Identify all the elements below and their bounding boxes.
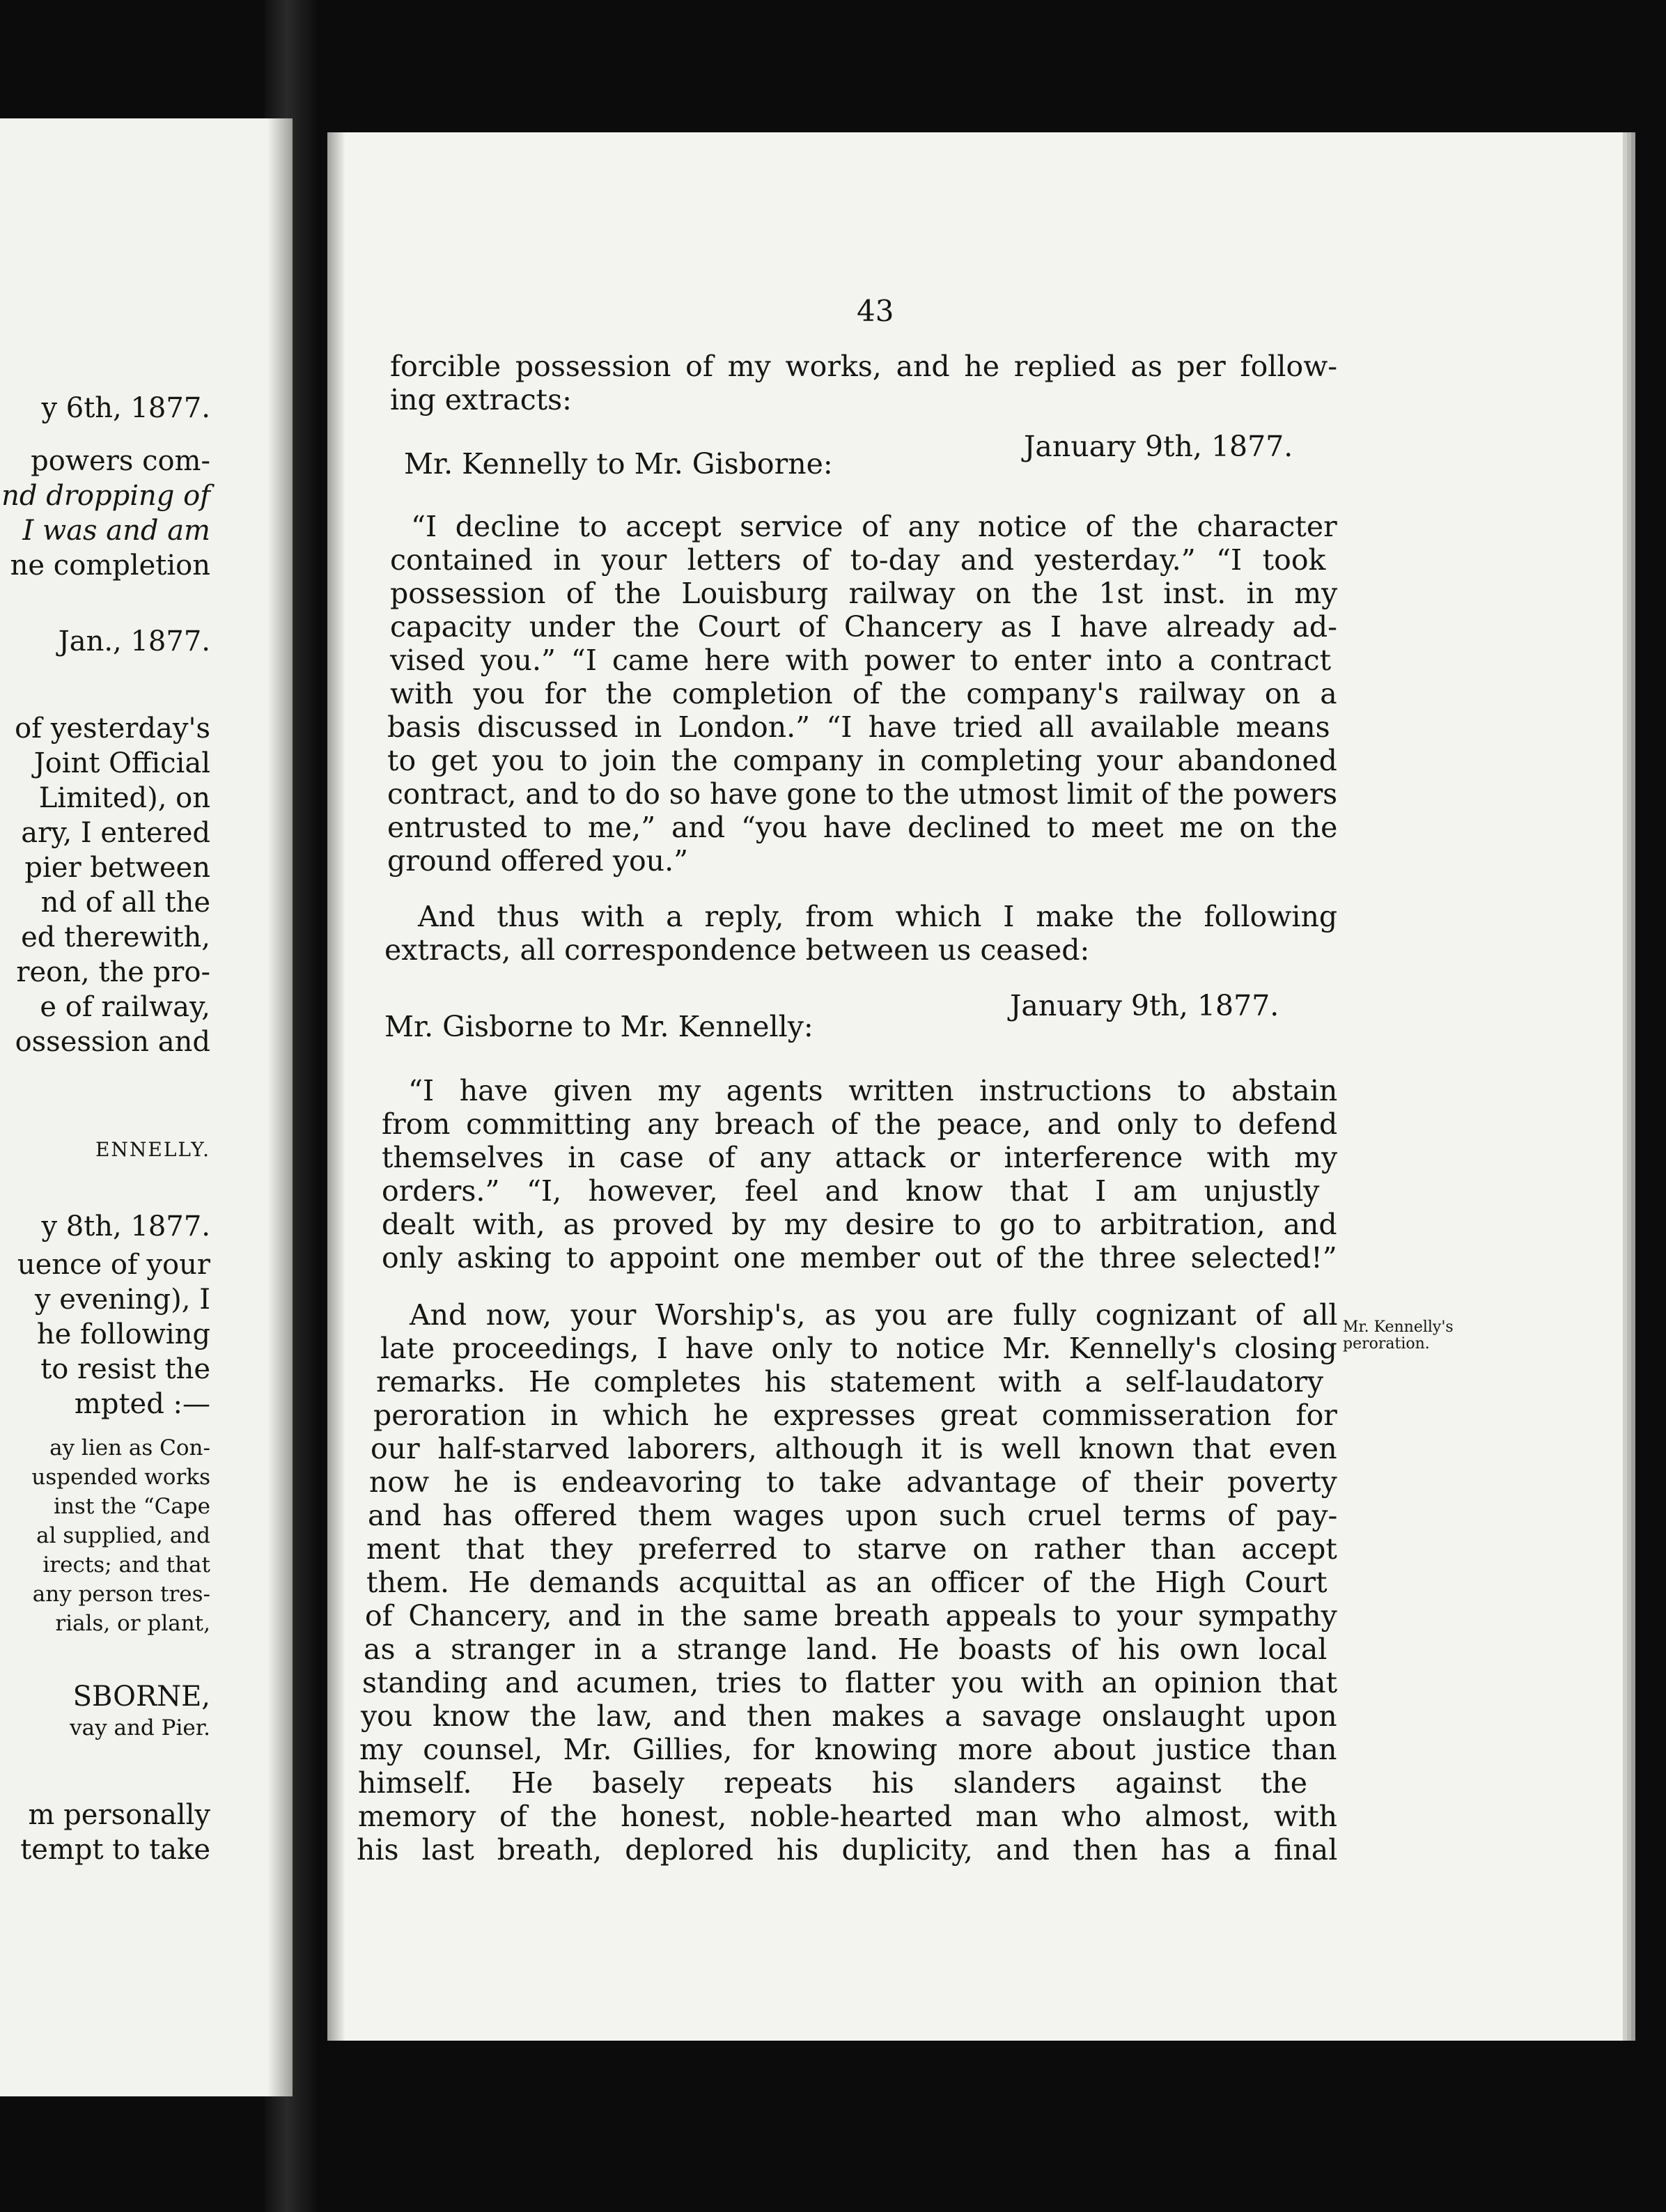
body-text-line: himself. He basely repeats his slanders against the (358, 1766, 1308, 1800)
body-text-line: Mr. Kennelly to Mr. Gisborne: (404, 447, 833, 481)
body-text-line: our half-starved laborers, although it is well known that even (371, 1432, 1337, 1465)
left-page (0, 118, 293, 2096)
body-text-line: them. He demands acquittal as an officer of the High Court (366, 1566, 1328, 1599)
left-page-line: ne completion (10, 550, 210, 582)
left-page-line: SBORNE, (72, 1681, 210, 1713)
left-page-line: mpted :— (74, 1388, 210, 1420)
left-page-line: e of railway, (40, 991, 210, 1023)
body-text-line: possession of the Louisburg railway on the 1st inst. in my (390, 577, 1338, 610)
left-page-line: ary, I entered (21, 817, 210, 849)
left-page-line: rials, or plant, (55, 1611, 210, 1636)
left-page-line: pier between (24, 852, 210, 884)
left-page-line: y 8th, 1877. (41, 1210, 210, 1243)
left-page-line: tempt to take (20, 1834, 210, 1866)
body-text-line: ment that they preferred to starve on rather than accept (366, 1532, 1337, 1566)
left-page-line: nd of all the (40, 887, 210, 919)
left-page-line: Joint Official (33, 747, 210, 779)
left-page-line: y 6th, 1877. (41, 392, 210, 424)
body-text-line: January 9th, 1877. (1024, 430, 1293, 463)
left-page-line: uence of your (17, 1249, 210, 1281)
left-page-fold-shadow (267, 118, 293, 2096)
page-number: 43 (857, 294, 894, 328)
left-page-line: any person tres- (32, 1582, 210, 1607)
body-text-line: to get you to join the company in completing your abandoned (387, 744, 1337, 777)
body-text-line: standing and acumen, tries to flatter you with an opinion that (362, 1666, 1338, 1699)
body-text-line: basis discussed in London.” “I have tried all available means (387, 710, 1330, 744)
margin-note-line: peroration. (1343, 1335, 1430, 1353)
body-text-line: entrusted to me,” and “you have declined to meet me on the (387, 811, 1338, 844)
body-text-line: “I decline to accept service of any notice of the character (411, 510, 1337, 543)
body-text-line: January 9th, 1877. (1010, 989, 1279, 1022)
body-text-line: as a stranger in a strange land. He boasts of his own local (364, 1633, 1328, 1666)
left-page-line: I was and am (22, 515, 210, 547)
left-page-line: al supplied, and (36, 1523, 210, 1548)
left-page-line: to resist the (40, 1353, 210, 1385)
body-text-line: And now, your Worship's, as you are fully cognizant of all (410, 1298, 1338, 1332)
body-text-line: contract, and to do so have gone to the utmost limit of the powers (387, 777, 1338, 811)
body-text-line: memory of the honest, noble-hearted man who almost, with (358, 1800, 1337, 1833)
body-text-line: And thus with a reply, from which I make the following (418, 900, 1338, 933)
left-page-line: nd dropping of (1, 480, 210, 512)
body-text-line: themselves in case of any attack or interference with my (382, 1141, 1338, 1174)
body-text-line: contained in your letters of to-day and yesterday.” “I took (390, 543, 1326, 577)
body-text-line: orders.” “I, however, feel and know that I am unjustly (382, 1174, 1320, 1208)
body-text-line: ground offered you.” (387, 844, 689, 878)
left-page-line: irects; and that (42, 1552, 210, 1578)
left-page-line: he following (36, 1318, 210, 1350)
body-text-line: “I have given my agents written instructions to abstain (408, 1074, 1338, 1107)
right-page-edge-shadow (327, 132, 345, 2041)
left-page-line: ed therewith, (21, 921, 210, 953)
body-text-line: remarks. He completes his statement with a self-laudatory (376, 1365, 1323, 1399)
body-text-line: with you for the completion of the company's railway on a (390, 677, 1337, 710)
body-text-line: dealt with, as proved by my desire to go to arbitration, and (382, 1208, 1337, 1241)
body-text-line: extracts, all correspondence between us ceased: (384, 933, 1090, 967)
body-text-line: my counsel, Mr. Gillies, for knowing more about justice than (359, 1733, 1337, 1766)
left-page-line: ENNELLY. (95, 1138, 210, 1161)
body-text-line: only asking to appoint one member out of the three selected!” (382, 1241, 1337, 1275)
left-page-line: m personally (28, 1799, 210, 1831)
left-page-line: vay and Pier. (70, 1715, 210, 1740)
body-text-line: and has offered them wages upon such cruel terms of pay- (368, 1499, 1338, 1532)
body-text-line: from committing any breach of the peace, and only to defend (382, 1107, 1338, 1141)
left-page-line: reon, the pro- (16, 956, 210, 988)
body-text-line: Mr. Gisborne to Mr. Kennelly: (384, 1010, 813, 1043)
body-text-line: his last breath, deplored his duplicity, and then has a final (357, 1833, 1338, 1867)
left-page-line: of yesterday's (15, 712, 210, 745)
left-page-line: Jan., 1877. (58, 625, 210, 657)
left-page-line: inst the “Cape (54, 1494, 210, 1519)
body-text-line: capacity under the Court of Chancery as I have already ad- (390, 610, 1337, 644)
left-page-line: y evening), I (34, 1284, 210, 1316)
body-text-line: now he is endeavoring to take advantage of their poverty (369, 1465, 1337, 1499)
margin-note (1343, 1319, 1454, 1353)
body-text-line: vised you.” “I came here with power to enter into a contract (390, 644, 1332, 677)
left-page-line: powers com- (31, 445, 210, 477)
body-text-line: forcible possession of my works, and he replied as per follow- (390, 350, 1338, 383)
body-text-line: of Chancery, and in the same breath appeals to your sympathy (365, 1599, 1337, 1633)
body-text-line: peroration in which he expresses great commisseration for (373, 1399, 1337, 1432)
body-text-line: ing extracts: (390, 383, 572, 416)
left-page-line: ay lien as Con- (49, 1435, 210, 1461)
left-page-line: Limited), on (38, 782, 210, 814)
left-page-line: uspended works (31, 1465, 210, 1490)
left-page-line: ossession and (15, 1026, 210, 1058)
body-text-line: late proceedings, I have only to notice Mr. Kennelly's closing (380, 1332, 1337, 1365)
body-text-line: you know the law, and then makes a savage onslaught upon (361, 1699, 1337, 1733)
margin-note-line: Mr. Kennelly's (1343, 1318, 1454, 1336)
